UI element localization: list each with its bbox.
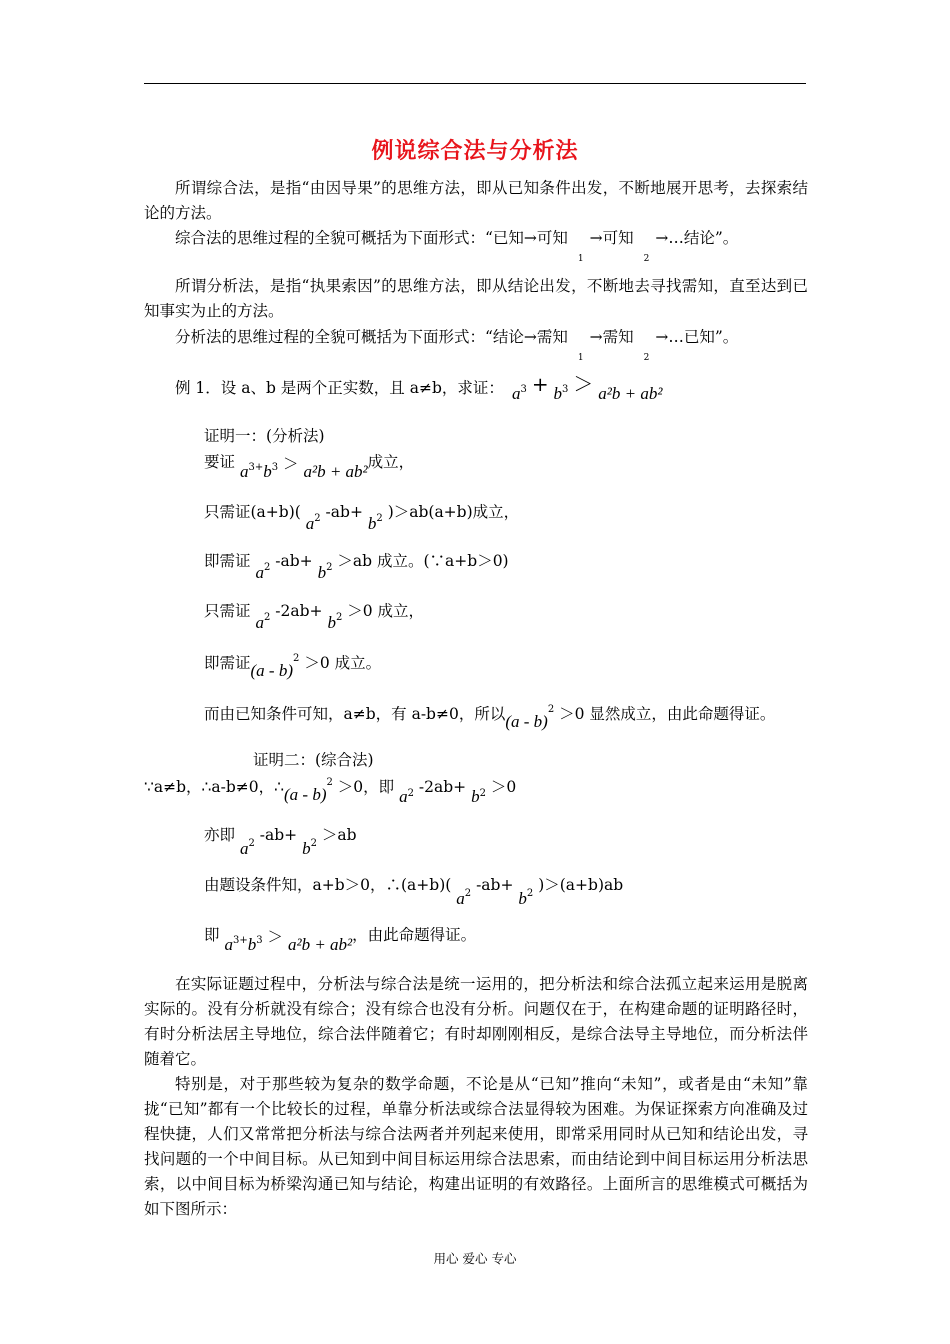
- proof1-step5: [204, 653, 382, 680]
- exp: 2: [547, 704, 555, 715]
- step-text: 要证: [204, 453, 236, 471]
- var-a: a: [239, 839, 249, 858]
- step-text-mid: -ab+: [476, 876, 514, 894]
- synthesis-form-text-end: →…结论”。: [655, 229, 739, 247]
- step-text: 亦即: [204, 826, 236, 844]
- proof1-step3: [204, 551, 509, 582]
- proof1-step1: [204, 452, 415, 481]
- step-text-mid: -2ab+: [275, 602, 323, 620]
- exp: 2: [314, 513, 321, 524]
- rhs-expression: a²b + ab²: [598, 384, 663, 403]
- step-text: 即需证: [204, 654, 251, 672]
- step-text-post: )＞ab(a+b)成立，: [387, 503, 520, 521]
- exp: 2: [263, 562, 271, 573]
- discussion-text-2: 特别是，对于那些较为复杂的数学命题，不论是从“已知”推向“未知”，或者是由“未知”靠拢“已知”都有一个比较长的过程，单靠分析法或综合法显得较为困难。为保证探索方向准确及过程快捷，人们又常常把分析法与综合法两者并列起来使用，即常采用同时从已知和结论出发，寻找问题的一个中间目标。从已知到中间目标运用综合法思索，而由结论到中间目标运用分析法思索，以中间目标为桥梁沟通已知与结论，构建出证明的有效路径。上面所言的思维模式可概括为如下图所示：: [144, 1075, 808, 1218]
- rhs-expression: a²b + ab²: [303, 462, 368, 481]
- exp: 3: [248, 462, 255, 473]
- step-text: 即需证: [204, 552, 251, 570]
- example-1-statement: 例 1．设 a、b 是两个正实数，且 a≠b，求证：: [175, 379, 504, 397]
- var-a: a: [305, 514, 315, 533]
- exp: 3: [256, 935, 263, 946]
- synthesis-form-line: [175, 228, 739, 264]
- step1-math: [239, 455, 368, 481]
- step-text-post: ＞0: [490, 778, 517, 796]
- var-a: a: [456, 889, 465, 908]
- subscript-1b: 1: [577, 353, 584, 363]
- step-text: ∵a≠b，∴a-b≠0，∴: [144, 778, 284, 796]
- subscript-1: 1: [577, 254, 584, 264]
- step-text-mid2: -2ab+: [418, 778, 467, 796]
- step-text-post: 成立，: [367, 453, 415, 471]
- intro-paragraph-3: 所谓分析法，是指“执果索因”的思维方法，即从结论出发，不断地去寻找需知，直至达到已知事实为止的方法。: [144, 277, 808, 320]
- exp: 2: [479, 788, 486, 799]
- step-text-mid: -ab+: [259, 826, 298, 844]
- subscript-2b: 2: [643, 353, 650, 363]
- exp-3b: 3: [562, 384, 569, 395]
- exp: 2: [376, 513, 383, 524]
- discussion-text-1: 在实际证题过程中，分析法与综合法是统一运用的，把分析法和综合法孤立起来运用是脱离实际的。没有分析就没有综合；没有综合也没有分析。问题仅在于，在构建命题的证明路径时，有时分析法居主导地位，综合法伴随着它；有时却刚刚相反，是综合法导主导地位，而分析法伴随着它。: [144, 975, 808, 1068]
- var-b: b: [367, 514, 377, 533]
- step-text: 而由已知条件可知，a≠b，有 a-b≠0，所以: [204, 705, 506, 723]
- proof2-step4: [204, 925, 477, 954]
- exp: 3: [232, 935, 240, 946]
- step-text: 只需证: [204, 602, 251, 620]
- a-minus-b: (a - b): [505, 712, 548, 731]
- proof1-heading: 证明一：(分析法): [204, 427, 325, 445]
- gt-sign: ＞: [573, 372, 594, 396]
- step-text-post: ＞ab 成立。(∵a+b＞0): [337, 552, 509, 570]
- exp: 3: [271, 462, 279, 473]
- exp: 2: [335, 612, 343, 623]
- var-a: a: [239, 462, 249, 481]
- var-b: b: [471, 787, 480, 806]
- analysis-form-line: [175, 327, 739, 363]
- analysis-form-text: 分析法的思维过程的全貌可概括为下面形式：“结论→需知: [175, 328, 568, 346]
- exp: 2: [526, 888, 534, 899]
- header-rule: [144, 83, 806, 84]
- var-b: b: [263, 462, 272, 481]
- var-a: a: [255, 563, 264, 582]
- exp: 2: [326, 777, 333, 788]
- var-b: b: [302, 839, 311, 858]
- exp: 2: [464, 888, 472, 899]
- exp: 2: [407, 788, 414, 799]
- step-text-post: ＞0 成立，: [347, 602, 425, 620]
- proof2-step1: [144, 777, 517, 806]
- step-text-mid: ＞0，即: [337, 778, 395, 796]
- exp: 2: [248, 838, 255, 849]
- var-b: b: [317, 563, 327, 582]
- var-a: a: [399, 787, 408, 806]
- var-a: a: [224, 935, 233, 954]
- page-footer: 用心 爱心 专心: [433, 1251, 517, 1266]
- analysis-form-text-mid: →需知: [589, 328, 634, 346]
- discussion-paragraph-1: [144, 972, 808, 1072]
- proof1-step6: [204, 704, 776, 731]
- step-text-post: ＞ab: [321, 826, 357, 844]
- discussion-paragraph-2: [144, 1072, 808, 1222]
- a-minus-b: (a - b): [250, 661, 293, 680]
- proof1-step4: [204, 601, 425, 632]
- exp: 2: [263, 612, 271, 623]
- plus-sign: +: [531, 372, 549, 396]
- step-text-post: ，由此命题得证。: [352, 926, 477, 944]
- var-b: b: [518, 889, 527, 908]
- plus-sign: +: [254, 462, 264, 473]
- var-a: a: [512, 384, 521, 403]
- synthesis-form-text-mid: →可知: [589, 229, 634, 247]
- synthesis-form-text: 综合法的思维过程的全貌可概括为下面形式：“已知→可知: [175, 229, 568, 247]
- intro-synthesis: [144, 176, 808, 226]
- a-minus-b: (a - b): [284, 785, 327, 804]
- var-b: b: [327, 613, 336, 632]
- subscript-2: 2: [643, 254, 650, 264]
- proof2-step3: [204, 875, 624, 908]
- step-text: 只需证(a+b)(: [204, 503, 301, 521]
- intro-analysis: [144, 274, 808, 324]
- rhs-expression: a²b + ab²: [287, 935, 353, 954]
- gt-sign: ＞: [267, 928, 284, 946]
- step-text: 由题设条件知，a+b＞0，∴(a+b)(: [204, 876, 452, 894]
- analysis-form-text-end: →…已知”。: [655, 328, 739, 346]
- proof1-step2: [204, 502, 520, 533]
- step-text-mid: -ab+: [275, 552, 313, 570]
- exp-3: 3: [520, 384, 527, 395]
- proof2-heading: 证明二：(综合法): [253, 751, 374, 769]
- var-a: a: [255, 613, 264, 632]
- var-b: b: [553, 384, 563, 403]
- step-text-post: ＞0 成立。: [304, 654, 382, 672]
- plus-sign: +: [239, 935, 248, 946]
- exp: 2: [326, 562, 333, 573]
- gt-sign: ＞: [283, 455, 299, 473]
- intro-paragraph-1: 所谓综合法，是指“由因导果”的思维方法，即从已知条件出发，不断地展开思考，去探索结论的方法。: [144, 179, 808, 222]
- step-text-post: )＞(a+b)ab: [538, 876, 624, 894]
- var-b: b: [247, 935, 257, 954]
- proof2-step2: [204, 825, 357, 858]
- exp: 2: [293, 653, 300, 664]
- step4-math: [224, 928, 353, 954]
- exp: 2: [310, 838, 317, 849]
- example-inequality: [512, 372, 663, 407]
- step-text-mid: -ab+: [325, 503, 363, 521]
- document-title: 例说综合法与分析法: [371, 139, 579, 164]
- step-text-post: ＞0 显然成立，由此命题得证。: [559, 705, 776, 723]
- step-text: 即: [204, 926, 220, 944]
